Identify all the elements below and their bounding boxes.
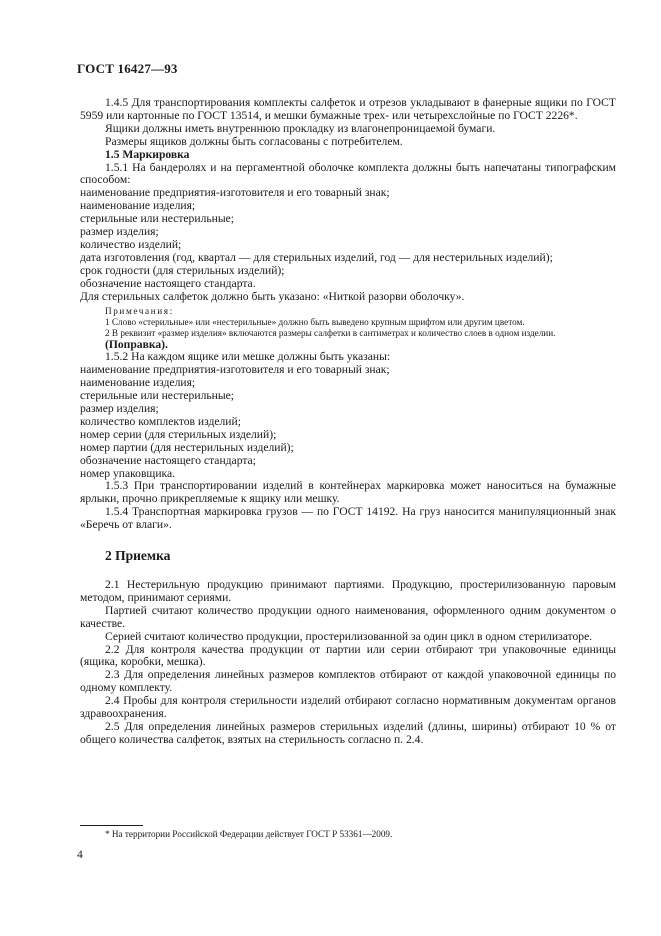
paragraph-lining: Ящики должны иметь внутреннюю прокладку из влагонепроницаемой бумаги. (105, 121, 496, 135)
list-item: наименование изделия; (80, 376, 196, 390)
list-item: дата изготовления (год, квартал — для стерильных изделий, год — для нестерильных изделий); (80, 250, 553, 264)
page-number: 4 (77, 848, 83, 861)
paragraph-2-5: 2.5 Для определения линейных размеров стерильных изделий (длины, ширины) отбирают 10 % от общего количества салфеток, взятых на стерильность согласно п. 2.4. (80, 719, 616, 746)
paragraph-sterile-wipes: Для стерильных салфеток должно быть указано: «Ниткой разорви оболочку». (80, 289, 465, 303)
page-content (80, 97, 616, 747)
heading-1-5: 1.5 Маркировка (105, 147, 190, 161)
note-1: 1 Слово «стерильные» или «нестерильные» должно быть выведено крупным шрифтом или другим цветом. (105, 316, 525, 327)
paragraph-2-3: 2.3 Для определения линейных размеров комплектов отбирают от каждой упаковочной единицы по одному комплекту. (80, 668, 616, 695)
note-2: 2 В реквизит «размер изделия» включаются размеры салфетки в сантиметрах и количество слоев в одном изделии. (105, 327, 556, 338)
amendment-label: (Поправка). (105, 337, 168, 351)
list-item: обозначение настоящего стандарта. (80, 276, 256, 290)
page-header: ГОСТ 16427—93 (77, 61, 178, 76)
paragraph-1-5-2: 1.5.2 На каждом ящике или мешке должны быть указаны: (105, 350, 391, 364)
list-item: номер упаковщика. (80, 466, 176, 480)
paragraph-1-5-3: 1.5.3 При транспортировании изделий в контейнерах маркировка может наноситься на бумажные ярлыки, прочно прикрепляемые к ящику или мешку. (80, 479, 616, 506)
footnote: * На территории Российской Федерации действует ГОСТ Р 53361—2009. (105, 829, 393, 839)
paragraph-box-sizes: Размеры ящиков должны быть согласованы с потребителем. (105, 134, 403, 148)
footnote-divider (80, 825, 143, 826)
notes-title: Примечания: (105, 305, 174, 316)
list-item: количество изделий; (80, 237, 182, 251)
list-item: стерильные или нестерильные; (80, 212, 234, 226)
list-item: срок годности (для стерильных изделий); (80, 263, 285, 277)
paragraph-1-5-4: 1.5.4 Транспортная маркировка грузов — по ГОСТ 14192. На груз наносится манипуляционный знак «Беречь от влаги». (80, 505, 616, 532)
list-item: стерильные или нестерильные; (80, 389, 234, 403)
paragraph-series: Серией считают количество продукции, простерилизованной за один цикл в одном стерилизаторе. (105, 629, 593, 643)
paragraph-batch: Партией считают количество продукции одного наименования, оформленного одним документом о качестве. (80, 603, 616, 630)
list-item: наименование предприятия-изготовителя и его товарный знак; (80, 363, 390, 377)
paragraph-1-4-5: 1.4.5 Для транспортирования комплекты салфеток и отрезов укладывают в фанерные ящики по ГОСТ 5959 или картонные по ГОСТ 13514, и мешки бумажные трех- или четырехслойные по ГОСТ 2226*. (80, 96, 616, 122)
paragraph-2-1: 2.1 Нестерильную продукцию принимают партиями. Продукцию, простерилизованную паровым методом, принимают сериями. (80, 578, 616, 604)
list-item: размер изделия; (80, 402, 159, 416)
list-item: наименование предприятия-изготовителя и его товарный знак; (80, 186, 390, 200)
list-item: номер партии (для нестерильных изделий); (80, 440, 294, 454)
section-2-heading: 2 Приемка (105, 548, 171, 564)
list-item: обозначение настоящего стандарта; (80, 453, 256, 467)
paragraph-2-4: 2.4 Пробы для контроля стерильности изделий отбирают согласно нормативным документам органов здравоохранения. (80, 694, 616, 721)
list-item: номер серии (для стерильных изделий); (80, 427, 277, 441)
list-item: размер изделия; (80, 225, 159, 239)
list-item: количество комплектов изделий; (80, 414, 241, 428)
paragraph-2-2: 2.2 Для контроля качества продукции от партии или серии отбирают три упаковочные единицы (ящика, коробки, мешка). (80, 642, 616, 669)
paragraph-1-5-1: 1.5.1 На бандеролях и на пергаментной оболочке комплекта должны быть напечатаны типографским способом: (80, 160, 616, 187)
list-item: наименование изделия; (80, 199, 196, 213)
